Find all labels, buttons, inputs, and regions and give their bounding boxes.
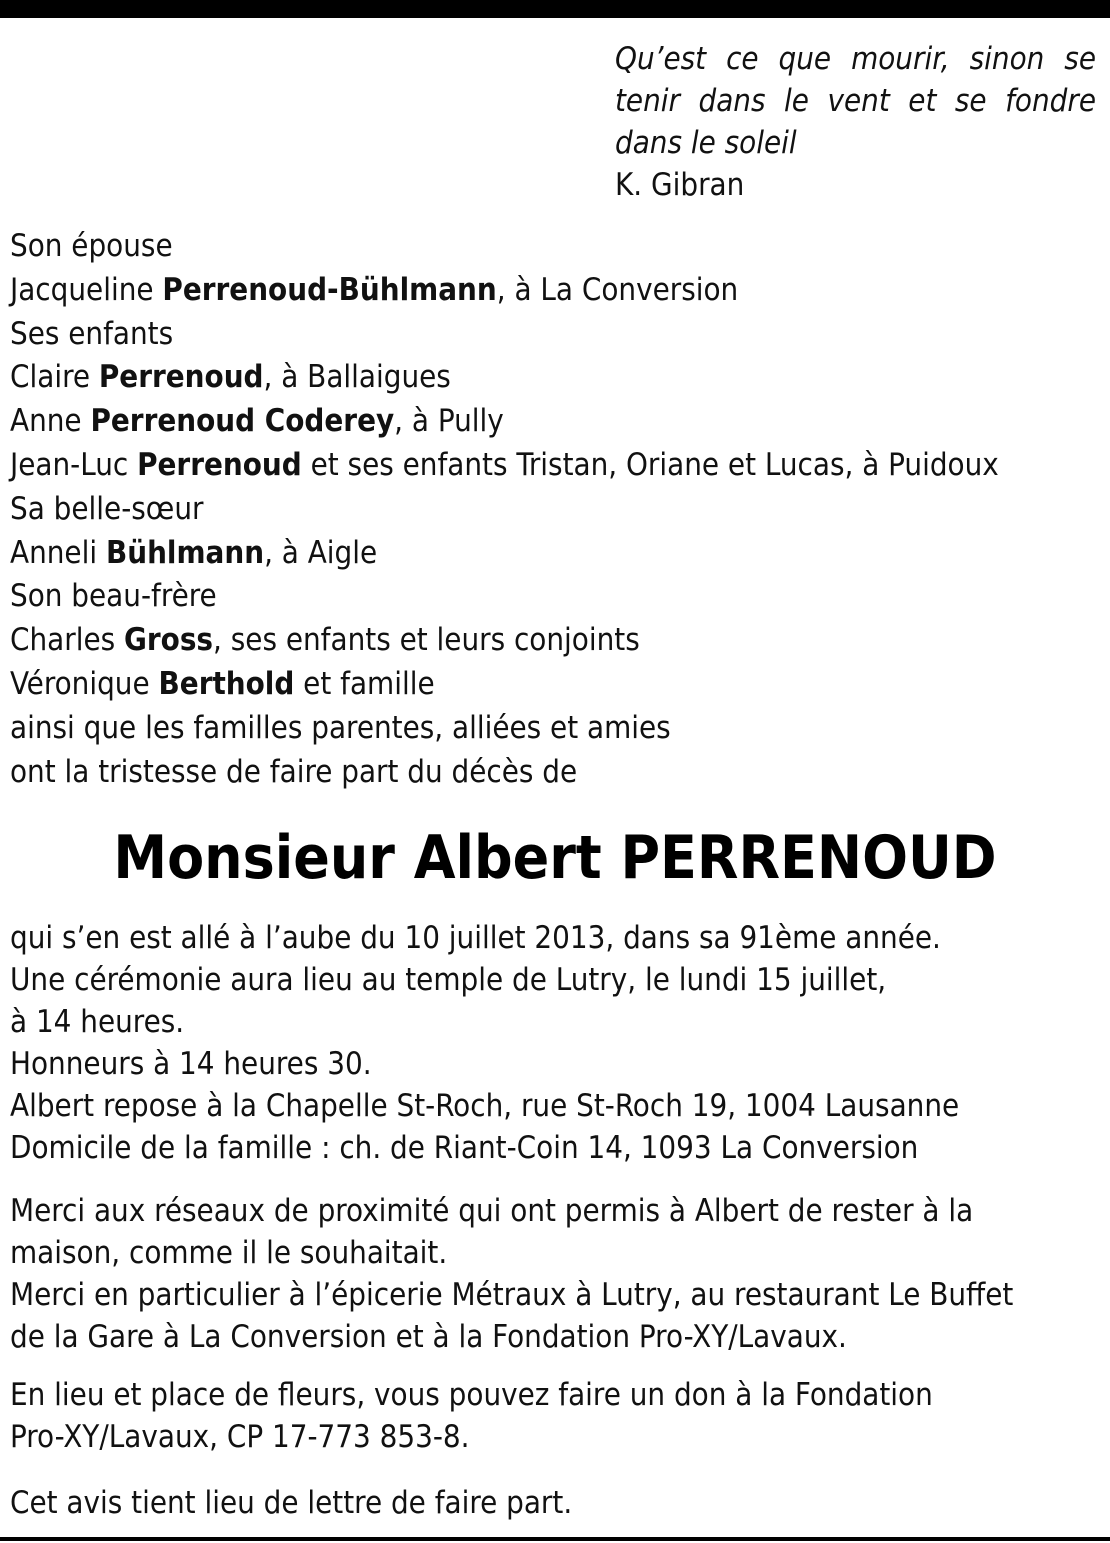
last-name: Perrenoud (137, 446, 302, 483)
entry-detail: , à Pully (394, 403, 504, 440)
closing-note (10, 1482, 1100, 1524)
detail-line: Une cérémonie aura lieu au temple de Lutry, le lundi 15 juillet, (10, 962, 887, 998)
closing-line: Cet avis tient lieu de lettre de faire part. (10, 1485, 573, 1521)
entry-detail: , à La Conversion (496, 271, 739, 308)
epigraph-quote (615, 38, 1096, 206)
bottom-border-rule (0, 1537, 1110, 1541)
entry-detail: et famille (294, 665, 435, 702)
donation-line: En lieu et place de fleurs, vous pouvez faire un don à la Fondation (10, 1377, 933, 1413)
announcement-line: ont la tristesse de faire part du décès de (10, 753, 578, 790)
entry-detail: , ses enfants et leurs conjoints (213, 622, 640, 659)
first-name: Véronique (10, 665, 159, 702)
entry-detail: , à Ballaigues (263, 359, 451, 396)
detail-line: Albert repose à la Chapelle St-Roch, rue St-Roch 19, 1004 Lausanne (10, 1088, 960, 1124)
last-name: Bühlmann (105, 534, 265, 571)
first-name: Jacqueline (10, 271, 163, 308)
last-name: Gross (124, 622, 214, 659)
last-name: Perrenoud-Bühlmann (162, 271, 497, 308)
ceremony-details (10, 917, 1100, 1169)
thanks-line: Merci en particulier à l’épicerie Métraux à Lutry, au restaurant Le Buffet (10, 1277, 1014, 1313)
sister-in-law-heading: Sa belle-sœur (10, 490, 204, 527)
child-entry (10, 356, 1100, 400)
top-border-rule (0, 0, 1110, 18)
family-list (10, 225, 1100, 794)
brother-in-law-heading: Son beau-frère (10, 578, 217, 615)
quote-line: dans le soleil (615, 125, 797, 161)
thanks-line: Merci aux réseaux de proximité qui ont permis à Albert de rester à la (10, 1193, 974, 1229)
other-family-entry (10, 663, 1100, 707)
first-name: Anne (10, 403, 91, 440)
brother-in-law-entry (10, 619, 1100, 663)
detail-line: Domicile de la famille : ch. de Riant-Coin 14, 1093 La Conversion (10, 1130, 919, 1166)
quote-line: tenir dans le vent et se fondre (615, 83, 1096, 119)
entry-detail: et ses enfants Tristan, Oriane et Lucas, à Puidoux (301, 446, 999, 483)
thanks-line: maison, comme il le souhaitait. (10, 1235, 448, 1271)
donation-line: Pro-XY/Lavaux, CP 17-773 853-8. (10, 1419, 470, 1455)
detail-line: qui s’en est allé à l’aube du 10 juillet 2013, dans sa 91ème année. (10, 920, 941, 956)
thanks-line: de la Gare à La Conversion et à la Fondation Pro-XY/Lavaux. (10, 1319, 847, 1355)
detail-line: à 14 heures. (10, 1004, 185, 1040)
child-entry (10, 444, 1100, 488)
first-name: Claire (10, 359, 99, 396)
relatives-line: ainsi que les familles parentes, alliées et amies (10, 709, 671, 746)
thanks-paragraph (10, 1190, 1100, 1358)
child-entry (10, 400, 1100, 444)
last-name: Perrenoud Coderey (90, 403, 395, 440)
first-name: Jean-Luc (10, 446, 138, 483)
spouse-heading: Son épouse (10, 228, 173, 264)
last-name: Perrenoud (98, 359, 264, 396)
donation-paragraph (10, 1374, 1100, 1458)
last-name: Berthold (158, 665, 295, 702)
first-name: Anneli (10, 534, 106, 571)
quote-line: Qu’est ce que mourir, sinon se (615, 41, 1096, 77)
deceased-name: Monsieur Albert PERRENOUD (113, 823, 997, 893)
sister-in-law-entry (10, 532, 1100, 576)
first-name: Charles (10, 622, 125, 659)
entry-detail: , à Aigle (264, 534, 378, 571)
quote-author: K. Gibran (615, 167, 745, 203)
spouse-entry (10, 269, 1100, 313)
detail-line: Honneurs à 14 heures 30. (10, 1046, 372, 1082)
children-heading: Ses enfants (10, 315, 174, 352)
